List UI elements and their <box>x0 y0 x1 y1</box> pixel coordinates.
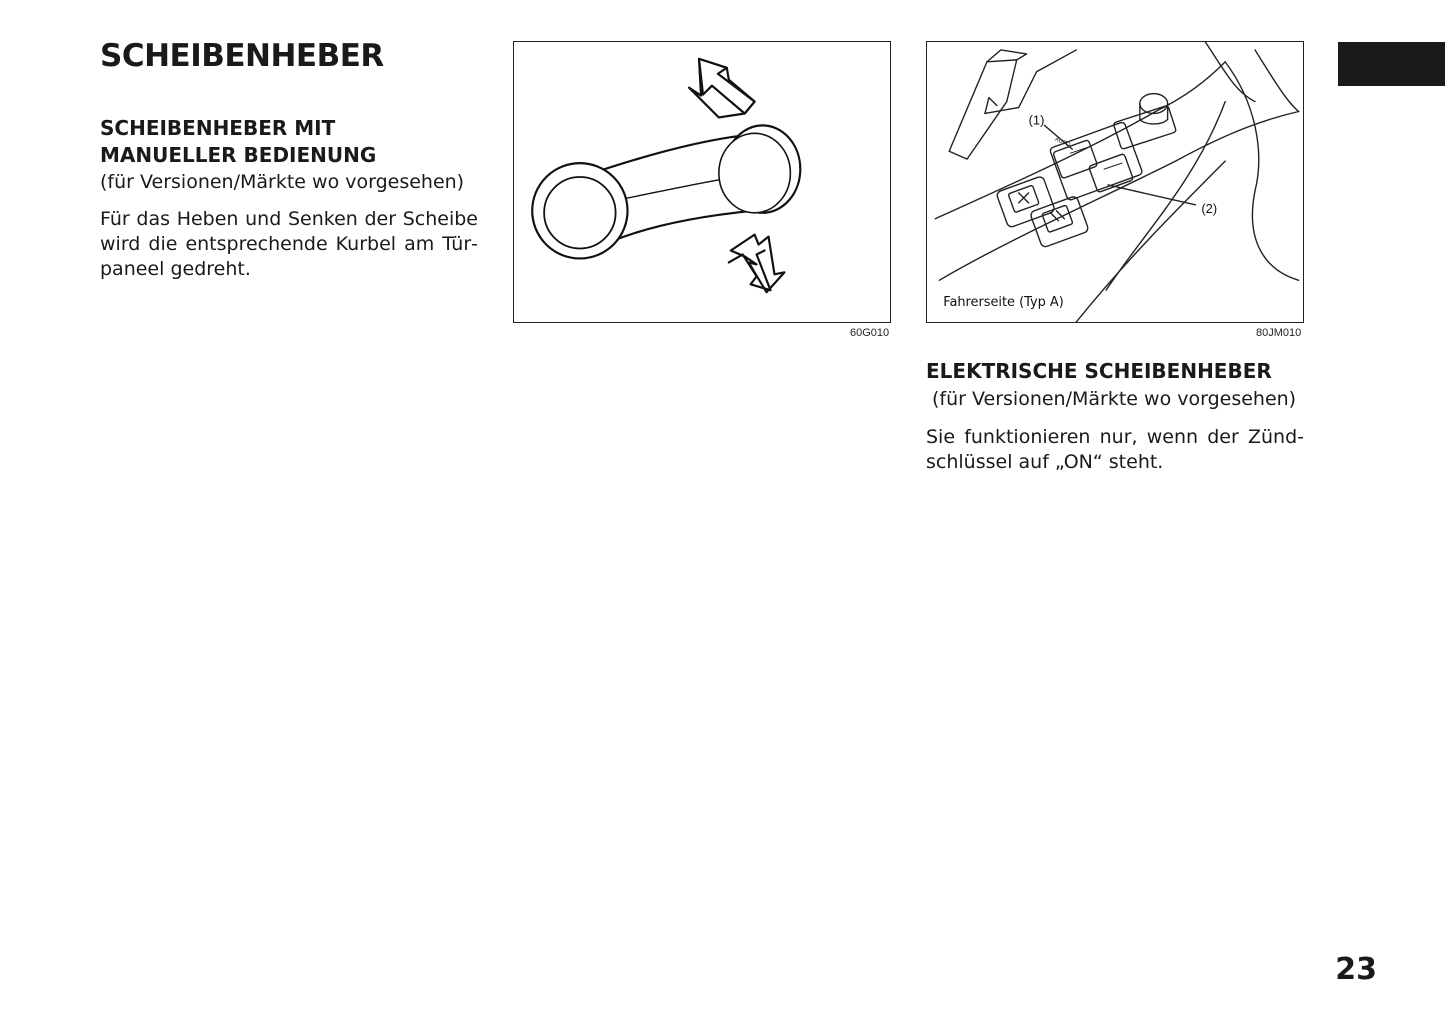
manual-section-heading <box>100 115 376 169</box>
crank-figure-code: 60G010 <box>850 327 890 339</box>
chapter-tab-marker <box>1338 42 1445 86</box>
manual-heading-line2: MANUELLER BEDIENUNG <box>100 143 377 167</box>
callout-1: (1) <box>1028 112 1045 128</box>
switch-panel-illustration <box>927 42 1303 322</box>
callout-2: (2) <box>1201 200 1218 216</box>
crank-handle-illustration <box>514 42 890 322</box>
switch-figure-caption: Fahrerseite (Typ A) <box>943 295 1064 311</box>
page-number: 23 <box>1335 952 1377 987</box>
manual-section-body: Für das Heben und Senken der Scheibe wird die entsprechende Kurbel am Türpaneel gedreht. <box>100 208 478 280</box>
electric-section-note: (für Versionen/Märkte wo vorgesehen) <box>932 388 1297 410</box>
manual-section-note: (für Versionen/Märkte wo vorgesehen) <box>100 171 465 193</box>
electric-section-heading: ELEKTRISCHE SCHEIBENHEBER <box>926 359 1272 383</box>
electric-section-body: Sie funktionieren nur, wenn der Zündschlüssel auf „ON“ steht. <box>926 426 1304 473</box>
switch-figure-code: 80JM010 <box>1256 327 1302 339</box>
crank-handle-figure <box>513 41 891 323</box>
page-title: SCHEIBENHEBER <box>100 38 384 74</box>
auto-switch-label: AUTO <box>1053 136 1072 149</box>
manual-heading-line1: SCHEIBENHEBER MIT <box>100 116 336 140</box>
switch-panel-figure <box>926 41 1304 323</box>
